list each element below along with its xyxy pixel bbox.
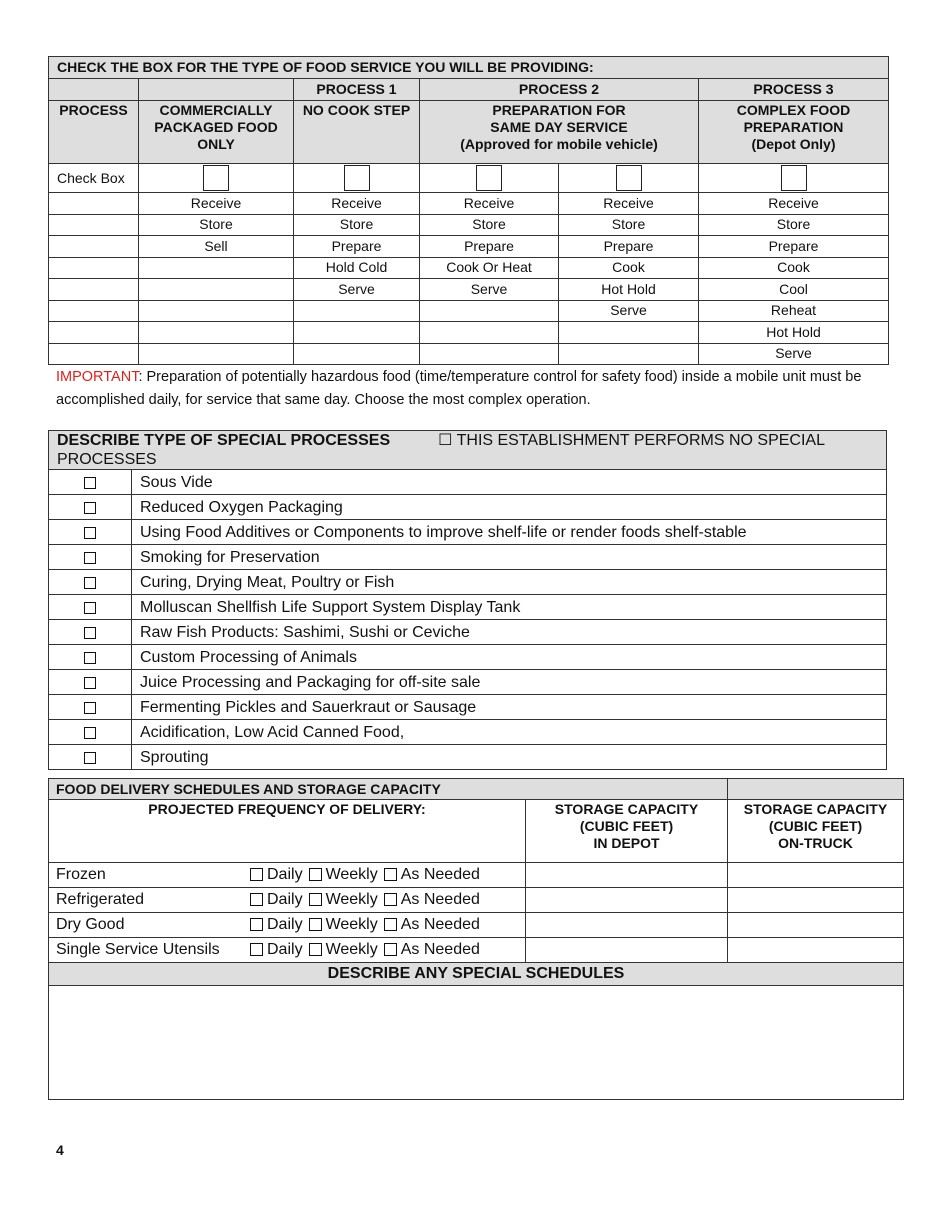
frequency-checkbox[interactable]	[309, 918, 322, 931]
special-process-checkbox[interactable]	[84, 552, 96, 564]
process-step-cell	[139, 343, 294, 365]
special-process-label: Curing, Drying Meat, Poultry or Fish	[132, 570, 887, 595]
process-step-cell	[49, 343, 139, 365]
special-process-row	[49, 545, 887, 570]
frequency-checkbox[interactable]	[309, 893, 322, 906]
process-step-cell: Hot Hold	[559, 279, 699, 301]
frequency-option-label: Daily	[267, 941, 303, 959]
process-step-cell: Cook	[559, 257, 699, 279]
truck-capacity-field[interactable]	[728, 938, 904, 963]
commercially-packaged-header: COMMERCIALLY PACKAGED FOOD ONLY	[139, 101, 294, 164]
process-step-cell	[49, 236, 139, 258]
process-step-cell	[139, 322, 294, 344]
process-step-cell	[49, 279, 139, 301]
special-process-label: Custom Processing of Animals	[132, 645, 887, 670]
same-day-service-checkbox-b[interactable]	[616, 165, 642, 191]
process-step-cell: Serve	[294, 279, 420, 301]
frequency-checkbox[interactable]	[384, 868, 397, 881]
frequency-option-label: Daily	[267, 891, 303, 909]
process-step-row	[49, 322, 889, 344]
complex-food-header: COMPLEX FOOD PREPARATION (Depot Only)	[699, 101, 889, 164]
process-step-cell: Prepare	[294, 236, 420, 258]
special-process-checkbox[interactable]	[84, 477, 96, 489]
frequency-option-label: As Needed	[400, 916, 480, 934]
delivery-schedule-table	[48, 778, 904, 1100]
same-day-service-checkbox-a[interactable]	[476, 165, 502, 191]
special-process-checkbox[interactable]	[84, 652, 96, 664]
special-process-row	[49, 620, 887, 645]
process-step-row	[49, 214, 889, 236]
process-2-header: PROCESS 2	[420, 79, 699, 101]
delivery-frequency-option[interactable]	[250, 866, 303, 883]
special-process-checkbox[interactable]	[84, 577, 96, 589]
special-process-label: Acidification, Low Acid Canned Food,	[132, 720, 887, 745]
process-3-header: PROCESS 3	[699, 79, 889, 101]
delivery-row-label: Refrigerated	[56, 891, 145, 909]
process-step-row	[49, 257, 889, 279]
process-step-cell	[420, 300, 559, 322]
delivery-row-label: Dry Good	[56, 916, 125, 934]
frequency-checkbox[interactable]	[250, 918, 263, 931]
frequency-checkbox[interactable]	[309, 943, 322, 956]
important-note	[56, 366, 896, 412]
delivery-frequency-option[interactable]	[309, 891, 378, 908]
special-process-checkbox[interactable]	[84, 527, 96, 539]
special-process-label: Sous Vide	[132, 470, 887, 495]
delivery-frequency-option[interactable]	[250, 891, 303, 908]
process-step-cell: Serve	[420, 279, 559, 301]
delivery-frequency-option[interactable]	[384, 916, 480, 933]
special-process-checkbox[interactable]	[84, 502, 96, 514]
process-step-cell	[559, 343, 699, 365]
frequency-option-label: As Needed	[400, 866, 480, 884]
delivery-frequency-option[interactable]	[250, 916, 303, 933]
special-process-row	[49, 470, 887, 495]
process-step-cell: Store	[294, 214, 420, 236]
process-step-cell: Serve	[699, 343, 889, 365]
process-step-row	[49, 300, 889, 322]
food-service-table	[48, 56, 889, 365]
storage-depot-header: STORAGE CAPACITY (CUBIC FEET) IN DEPOT	[526, 800, 728, 863]
special-processes-title: DESCRIBE TYPE OF SPECIAL PROCESSES	[57, 432, 391, 449]
frequency-header: PROJECTED FREQUENCY OF DELIVERY:	[49, 800, 526, 863]
special-process-row	[49, 670, 887, 695]
special-process-checkbox[interactable]	[84, 677, 96, 689]
process-step-cell: Prepare	[559, 236, 699, 258]
special-process-checkbox[interactable]	[84, 627, 96, 639]
special-process-checkbox[interactable]	[84, 752, 96, 764]
special-schedules-header: DESCRIBE ANY SPECIAL SCHEDULES	[49, 963, 904, 986]
process-step-row	[49, 279, 889, 301]
special-process-row	[49, 745, 887, 770]
process-step-cell	[49, 214, 139, 236]
process-step-cell	[49, 300, 139, 322]
process-step-cell	[420, 343, 559, 365]
process-step-cell	[139, 300, 294, 322]
frequency-option-label: Weekly	[325, 866, 378, 884]
process-step-cell	[559, 322, 699, 344]
delivery-row	[49, 863, 904, 888]
special-process-label: Juice Processing and Packaging for off-site sale	[132, 670, 887, 695]
special-processes-table	[48, 430, 887, 770]
process-step-cell: Store	[559, 214, 699, 236]
special-schedules-field[interactable]	[49, 986, 904, 1100]
food-service-title: CHECK THE BOX FOR THE TYPE OF FOOD SERVICE YOU WILL BE PROVIDING:	[49, 57, 889, 79]
frequency-option-label: Weekly	[325, 941, 378, 959]
process-step-cell: Store	[699, 214, 889, 236]
special-process-label: Smoking for Preservation	[132, 545, 887, 570]
special-process-row	[49, 495, 887, 520]
no-special-processes-option[interactable]: ☐ THIS ESTABLISHMENT PERFORMS NO SPECIAL PROCESSES	[57, 432, 825, 469]
same-day-service-header: PREPARATION FOR SAME DAY SERVICE (Approved for mobile vehicle)	[420, 101, 699, 164]
frequency-option-label: As Needed	[400, 891, 480, 909]
process-step-cell	[139, 257, 294, 279]
special-process-row	[49, 720, 887, 745]
special-process-checkbox[interactable]	[84, 727, 96, 739]
special-process-row	[49, 595, 887, 620]
check-box-label: Check Box	[49, 164, 139, 193]
frequency-option-label: Daily	[267, 916, 303, 934]
process-step-cell: Receive	[699, 193, 889, 215]
process-step-cell	[294, 300, 420, 322]
special-process-checkbox[interactable]	[84, 702, 96, 714]
no-cook-step-checkbox[interactable]	[344, 165, 370, 191]
delivery-frequency-option[interactable]	[309, 916, 378, 933]
special-process-row	[49, 645, 887, 670]
delivery-frequency-option[interactable]	[250, 941, 303, 958]
process-step-cell: Hold Cold	[294, 257, 420, 279]
frequency-checkbox[interactable]	[384, 943, 397, 956]
truck-capacity-field[interactable]	[728, 913, 904, 938]
no-cook-step-header: NO COOK STEP	[294, 101, 420, 164]
delivery-row	[49, 888, 904, 913]
frequency-checkbox[interactable]	[384, 893, 397, 906]
frequency-option-label: Daily	[267, 866, 303, 884]
depot-capacity-field[interactable]	[526, 888, 728, 913]
complex-food-checkbox[interactable]	[781, 165, 807, 191]
delivery-row-label: Single Service Utensils	[56, 941, 220, 959]
delivery-frequency-option[interactable]	[384, 941, 480, 958]
process-column-header: PROCESS	[49, 101, 139, 164]
truck-capacity-field[interactable]	[728, 888, 904, 913]
storage-truck-header: STORAGE CAPACITY (CUBIC FEET) ON-TRUCK	[728, 800, 904, 863]
process-step-cell	[294, 343, 420, 365]
truck-capacity-field[interactable]	[728, 863, 904, 888]
special-process-label: Fermenting Pickles and Sauerkraut or Sausage	[132, 695, 887, 720]
frequency-checkbox[interactable]	[309, 868, 322, 881]
frequency-checkbox[interactable]	[250, 868, 263, 881]
delivery-frequency-option[interactable]	[309, 941, 378, 958]
delivery-frequency-option[interactable]	[309, 866, 378, 883]
delivery-title: FOOD DELIVERY SCHEDULES AND STORAGE CAPACITY	[49, 779, 728, 800]
process-step-cell: Receive	[139, 193, 294, 215]
process-step-cell: Sell	[139, 236, 294, 258]
important-text: : Preparation of potentially hazardous food (time/temperature control for safety food) inside a mobile unit must be accomplished daily, for service that same day. Choose the most complex operation.	[56, 369, 862, 408]
commercially-packaged-checkbox[interactable]	[203, 165, 229, 191]
process-step-cell: Cool	[699, 279, 889, 301]
process-step-cell	[49, 322, 139, 344]
frequency-option-label: Weekly	[325, 916, 378, 934]
process-step-cell	[139, 279, 294, 301]
process-step-cell: Serve	[559, 300, 699, 322]
process-step-cell	[294, 322, 420, 344]
delivery-row-label: Frozen	[56, 866, 106, 884]
process-step-cell: Hot Hold	[699, 322, 889, 344]
frequency-checkbox[interactable]	[250, 893, 263, 906]
process-step-cell: Cook	[699, 257, 889, 279]
depot-capacity-field[interactable]	[526, 938, 728, 963]
process-step-cell: Prepare	[420, 236, 559, 258]
process-step-cell: Prepare	[699, 236, 889, 258]
special-process-row	[49, 695, 887, 720]
process-step-cell	[420, 322, 559, 344]
process-step-row	[49, 236, 889, 258]
special-process-label: Raw Fish Products: Sashimi, Sushi or Ceviche	[132, 620, 887, 645]
special-process-row	[49, 520, 887, 545]
important-label: IMPORTANT	[56, 369, 139, 385]
depot-capacity-field[interactable]	[526, 863, 728, 888]
process-step-cell	[49, 193, 139, 215]
frequency-option-label: Weekly	[325, 891, 378, 909]
special-process-label: Reduced Oxygen Packaging	[132, 495, 887, 520]
special-process-label: Using Food Additives or Components to improve shelf-life or render foods shelf-stable	[132, 520, 887, 545]
process-step-cell: Receive	[559, 193, 699, 215]
process-step-cell	[49, 257, 139, 279]
process-step-cell: Store	[139, 214, 294, 236]
special-process-row	[49, 570, 887, 595]
process-step-row	[49, 343, 889, 365]
special-process-label: Molluscan Shellfish Life Support System Display Tank	[132, 595, 887, 620]
delivery-frequency-option[interactable]	[384, 891, 480, 908]
delivery-frequency-option[interactable]	[384, 866, 480, 883]
process-step-cell: Receive	[420, 193, 559, 215]
process-step-cell: Cook Or Heat	[420, 257, 559, 279]
process-step-cell: Receive	[294, 193, 420, 215]
special-process-label: Sprouting	[132, 745, 887, 770]
process-step-cell: Reheat	[699, 300, 889, 322]
process-step-cell: Store	[420, 214, 559, 236]
frequency-checkbox[interactable]	[384, 918, 397, 931]
frequency-checkbox[interactable]	[250, 943, 263, 956]
page-number: 4	[56, 1142, 64, 1158]
frequency-option-label: As Needed	[400, 941, 480, 959]
process-1-header: PROCESS 1	[294, 79, 420, 101]
delivery-row	[49, 913, 904, 938]
process-step-row	[49, 193, 889, 215]
special-process-checkbox[interactable]	[84, 602, 96, 614]
depot-capacity-field[interactable]	[526, 913, 728, 938]
delivery-row	[49, 938, 904, 963]
